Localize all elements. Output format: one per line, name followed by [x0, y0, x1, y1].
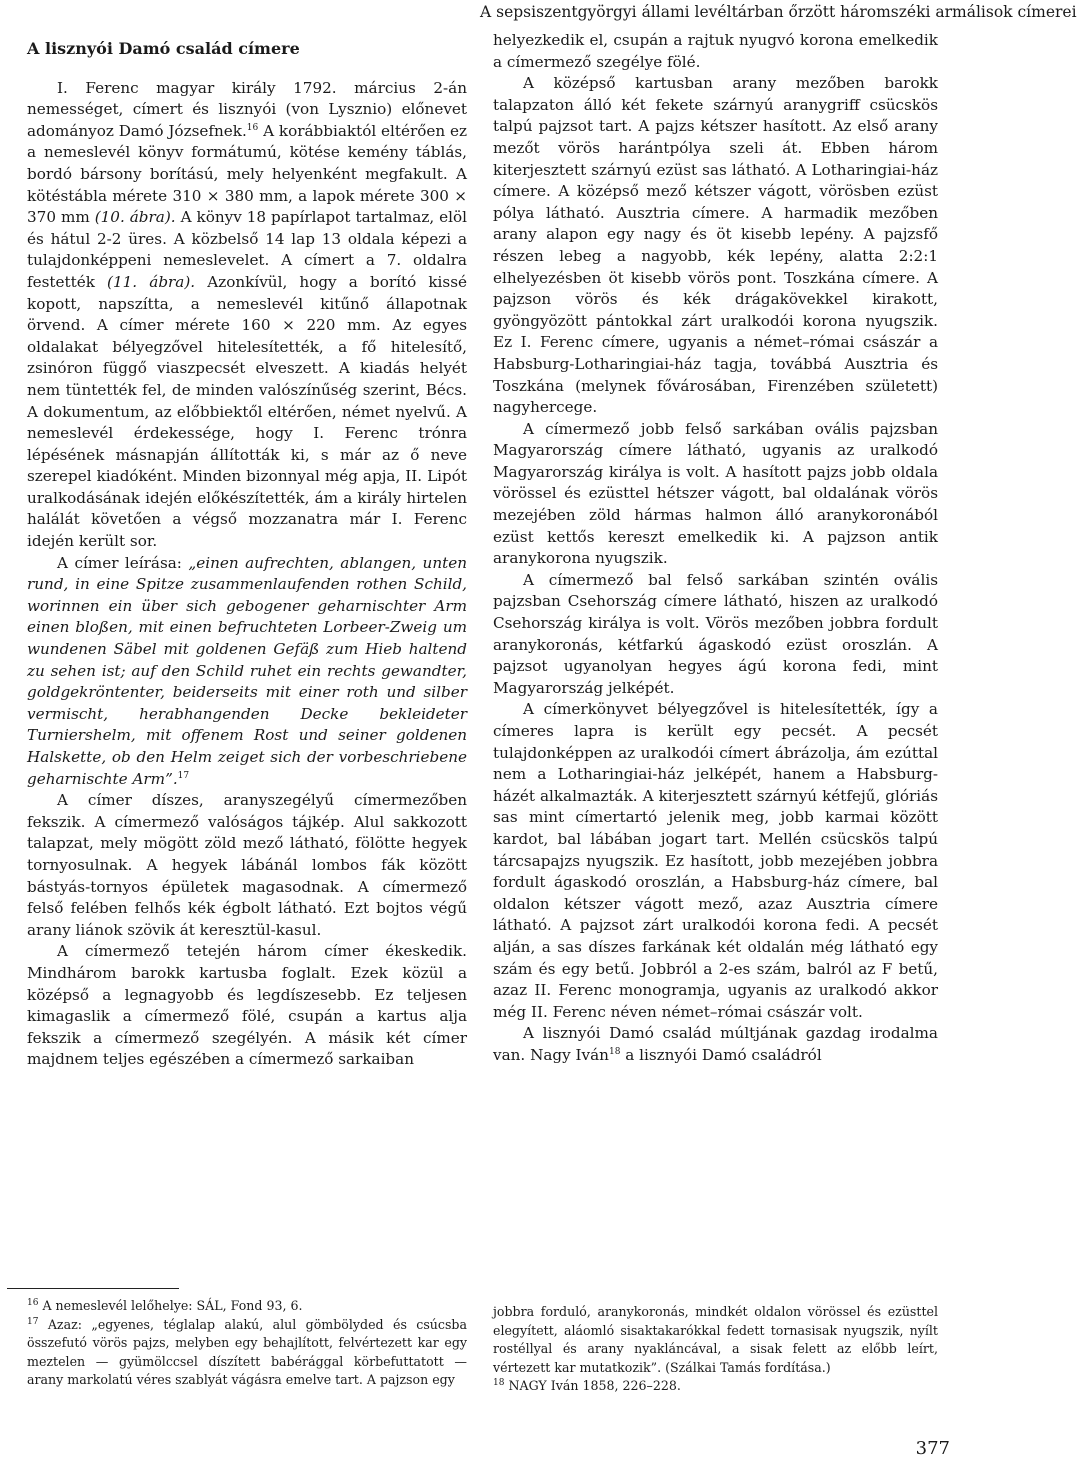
paragraph: A címer díszes, aranyszegélyű címermezőben fekszik. A címermező valóságos tájkép. Alul sakkozott talapzat, mely mögött zöld mező látható, fölötte hegyek tornyosulnak. A hegyek lábánál lombos fák között bástyás-tornyos épületek magasodnak. A címermező felső felében felhős kék égbolt látható. Ezt bojtos végű arany liánok szövik át keresztül-kasul. — [27, 791, 467, 939]
footnote-ref[interactable]: 18 — [608, 1046, 621, 1057]
paragraph: A címer leírása: „einen aufrechten, ablangen, unten rund, in eine Spitze zusammenlaufenden rothen Schild, worinnen ein über sich gebogener geharnischter Arm einen bloßen, mit einen befruchteten Lorbeer-Zweig um wundenen Säbel mit goldenen Gefäß zum Hieb haltend zu sehen ist; auf den Schild ruhet ein rechts gewandter, goldgekröntenter, beiderseits mit einer roth und silber vermischt, herabhangenden Decke bekleideter Turniershelm, mit offenem Rost und seiner goldenen Halskette, ob den Helm zeiget sich der vorbeschriebene geharnischte Arm”.$^{17}$ — [27, 553, 467, 788]
right-column — [493, 30, 938, 1067]
paragraph: A címermező bal felső sarkában szintén ovális pajzsban Csehország címere látható, hiszen az uralkodó Csehország királya is volt. Vörös mezőben jobbra fordult aranykoronás, kétfarkú ágaskodó ezüst oroszlán. A pajzsot ugyanolyan hegyes ágú korona fedi, mint Magyarország jelképét. — [493, 570, 938, 697]
page-number: 377 — [915, 1438, 950, 1459]
left-column — [27, 30, 467, 1071]
paragraph: A címermező tetején három címer ékeskedik. Mindhárom barokk kartusba foglalt. Ezek közül a középső a legnagyobb és legdíszesebb. Ez teljesen kimagaslik a címermező fölé, csupán a kartus alja fekszik a címermező szegélyén. A másik két címer majdnem teljes egészében a címermező sarkaiban — [27, 942, 467, 1069]
footnote: $^{17}$ Azaz: „egyenes, téglalap alakú, alul gömbölyded és csúcsba összefutó vörös pajzs, melyben egy behajlított, felvértezett kar egy meztelen — gyümölccsel díszített babérággal körbefuttatott — arany markolatú véres szablyát vágásra emelve tart. A pajzson egy — [27, 1316, 467, 1388]
footnotes-right — [493, 1303, 938, 1396]
footnote-continuation: jobbra forduló, aranykoronás, mindkét oldalon vörössel és ezüsttel elegyített, aláomló sisaktakarókkal fedett tornasisak nyugszik, nyílt rostéllyal és arany nyakláncával, a sisak felett az előbb leírt, vértezett kar mutatkozik”. (Szálkai Tamás fordítása.) — [493, 1304, 938, 1375]
footnote-ref[interactable]: 17 — [177, 770, 190, 781]
footnote: $^{16}$ A nemeslevél lelőhelye: SÁL, Fond 93, 6. — [27, 1297, 303, 1313]
paragraph: A címerkönyvet bélyegzővel is hitelesítették, így a címeres lapra is került egy pecsét. A pecsét tulajdonképpen az uralkodói címert ábrázolja, ám ezúttal nem a Lotharingiai-ház jelképét, hanem a Habsburg-házét alkalmazták. A kiterjesztett szárnyú kétfejű, glóriás sas mint címertartó jelenik meg, jobb karmai között kardot, bal lábában jogart tart. Mellén csücskös talpú tárcsapajzs nyugszik. Ez hasított, jobb mezejében jobbra fordult ágaskodó oroszlán, a Habsburg-ház címere, bal oldalon kétszer vágott mező, azaz Ausztria címere látható. A pajzsot zárt uralkodói korona fedi. A pecsét alján, a sas díszes farkának két oldalán még látható egy szám és egy betű. Jobbról a 2-es szám, balról az F betű, azaz II. Ferenc monogramja, ugyanis az uralkodó akkor még II. Ferenc néven német–római császár volt. — [493, 700, 938, 1021]
footnote: $^{18}$ NAGY Iván 1858, 226–228. — [493, 1378, 681, 1394]
german-quote: „einen aufrechten, ablangen, unten rund, in eine Spitze zusammenlaufenden rothen Schild, worinnen ein über sich gebogener geharnischter Arm einen bloßen, mit einen befruchteten Lorbeer-Zweig um wundenen Säbel mit goldenen Gefäß zum Hieb haltend zu sehen ist; auf den Schild ruhet ein rechts gewandter, goldgekröntenter, beiderseits mit einer roth und silber vermischt, herabhangenden Decke bekleideter Turniershelm, mit offenem Rost und seiner goldenen Halskette, ob den Helm zeiget sich der vorbeschriebene geharnischte Arm”. — [27, 553, 467, 788]
paragraph: I. Ferenc magyar király 1792. március 2-án nemességet, címert és lisznyói (von Lysznio) előnevet adományoz Damó Józsefnek.$^{16}$ A korábbiaktól eltérően ez a nemeslevél könyv formátumú, kötése kemény táblás, bordó bársony borítású, mely helyenként megfakult. A kötéstábla mérete 310 × 380 mm, a lapok mérete 300 × 370 mm (10. ábra). A könyv 18 papírlapot tartalmaz, elöl és hátul 2-2 üres. A közbelső 14 lap 13 oldala képezi a tulajdonképpeni nemeslevelet. A címert a 7. oldalra festették (11. ábra). Azonkívül, hogy a borító kissé kopott, napszítta, a nemeslevél kitűnő állapotnak örvend. A címer mérete 160 × 220 mm. Az egyes oldalakat bélyegzővel hitelesítették, a fő hitelesítő, zsinóron függő viaszpecsét elveszett. A kiadás helyét nem tüntették fel, de minden valószínűség szerint, Bécs. A dokumentum, az előbbiektől eltérően, német nyelvű. A nemeslevél érdekessége, hogy I. Ferenc trónra lépésének másnapján állították ki, s már az ő neve szerepel kiadóként. Minden bizonnyal még apja, II. Lipót uralkodásának idején előkészítették, ám a király hirtelen halálát követően a végső mozzanatra már I. Ferenc idején került sor. — [27, 78, 467, 551]
footnotes-left — [27, 1297, 467, 1390]
paragraph: A középső kartusban arany mezőben barokk talapzaton álló két fekete szárnyú aranygriff csücskös talpú pajzsot tart. A pajzs kétszer hasított. Az első arany mezőt vörös harántpólya szeli át. Ebben három kiterjesztett szárnyú ezüst sas látható. A Lotharingiai-ház címere. A középső mező kétszer vágott, vörösben ezüst pólya látható. Ausztria címere. A harmadik mezőben arany alapon egy nagy és öt kisebb lepény. A pajzsfő részen lebeg a nagyobb, kék lepény, alatta 2:2:1 elhelyezésben öt kisebb vörös pont. Toszkána címere. A pajzson vörös és kék drágakövekkel kirakott, gyöngyözött pántokkal zárt uralkodói korona nyugszik. Ez I. Ferenc címere, ugyanis a német–római császár a Habsburg-Lotharingiai-ház tagja, továbbá Ausztria és Toszkána (melynek fővárosában, Firenzében született) nagyhercege. — [493, 74, 938, 417]
figure-ref: (10. ábra). — [94, 208, 176, 227]
footnote-ref[interactable]: 16 — [246, 122, 259, 133]
running-header: A sepsiszentgyörgyi állami levéltárban őrzött háromszéki armálisok címerei — [480, 3, 1077, 21]
paragraph: A címermező jobb felső sarkában ovális pajzsban Magyarország címere látható, ugyanis az uralkodó Magyarország királya is volt. A hasított pajzs jobb oldala vörössel és ezüsttel hétszer vágott, bal oldalának vörös mezejében zöld hármas halmon álló aranykoronából ezüst kettős kereszt emelkedik ki. A pajzson antik aranykorona nyugszik. — [493, 419, 938, 568]
paragraph: A lisznyói Damó család múltjának gazdag irodalma van. Nagy Iván$^{18}$ a lisznyói Damó családról — [493, 1024, 938, 1064]
footnote-divider — [7, 1288, 179, 1289]
paragraph: helyezkedik el, csupán a rajtuk nyugvó korona emelkedik a címermező szegélye fölé. — [493, 31, 938, 71]
figure-ref: (11. ábra). — [107, 272, 196, 291]
section-title: A lisznyói Damó család címere — [27, 39, 300, 58]
